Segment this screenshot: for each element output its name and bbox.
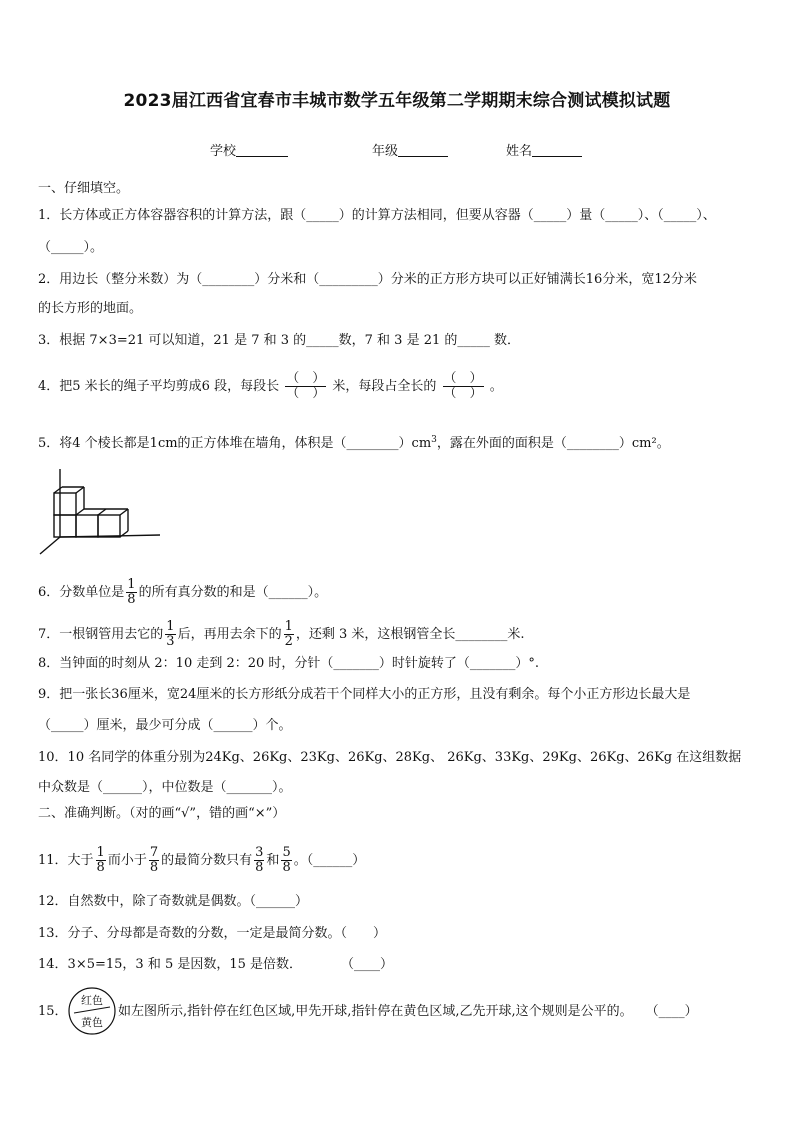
question-4-part-1: 4．把5 米长的绳子平均剪成6 段，每段长	[38, 379, 280, 394]
question-11-part-3: 的最简分数只有	[161, 853, 253, 868]
section-2-heading: 二、准确判断。（对的画“√”，错的画“×”）	[38, 806, 286, 821]
question-11-part-5: 。（______）	[293, 853, 366, 868]
fraction-seven-eighths	[149, 846, 159, 875]
question-10-line-1: 10．10 名同学的体重分别为24Kg、26Kg、23Kg、26Kg、28Kg、 26Kg、33Kg、29Kg、26Kg、26Kg 在这组数据	[38, 750, 742, 765]
question-7	[38, 620, 525, 649]
question-15-number: 15．	[38, 1004, 68, 1019]
question-7-part-3: ，还剩 3 米，这根钢管全长________米.	[295, 627, 525, 642]
question-3: 3．根据 7×3=21 可以知道，21 是 7 和 3 的_____数，7 和 3 是 21 的_____ 数．	[38, 333, 521, 348]
question-7-part-2: 后，再用去余下的	[177, 627, 282, 642]
question-2-line-1: 2．用边长（整分米数）为（________）分米和（_________）分米的正方形方块可以正好铺满长16分米，宽12分米	[38, 272, 697, 287]
question-5-part-1: 5．将4 个棱长都是1cm的正方体堆在墙角，体积是（________）cm	[38, 436, 432, 451]
grade-label: 年级	[372, 144, 399, 159]
question-4-part-3: 。	[489, 379, 503, 394]
question-11-part-4: 和	[266, 853, 280, 868]
section-1-heading: 一、仔细填空。	[38, 181, 130, 196]
question-6-part-1: 6．分数单位是	[38, 585, 125, 600]
grade-field	[372, 140, 448, 159]
fraction-denominator: 2	[284, 634, 293, 649]
question-7-part-1: 7．一根钢管用去它的	[38, 627, 164, 642]
fraction-five-eighths	[281, 846, 291, 875]
question-12: 12．自然数中，除了奇数就是偶数。（______）	[38, 894, 309, 909]
fraction-denominator: 8	[127, 592, 136, 607]
fraction-blank-2-num: （ ）	[443, 371, 483, 386]
question-2-line-2: 的长方形的地面。	[38, 301, 143, 316]
page-title: 2023届江西省宜春市丰城市数学五年级第二学期期末综合测试模拟试题	[123, 91, 671, 111]
fraction-blank-1	[285, 372, 326, 401]
fraction-denominator: 8	[96, 860, 105, 875]
question-1-line-1: 1．长方体或正方体容器容积的计算方法，跟（_____）的计算方法相同，但要从容器（_____）量（_____）、（_____）、	[38, 208, 716, 223]
grade-blank	[398, 143, 448, 157]
question-5	[38, 432, 670, 452]
fraction-blank-1-num: （ ）	[286, 371, 326, 386]
fraction-blank-2-den: （ ）	[443, 386, 483, 401]
cube-corner-figure	[38, 465, 168, 560]
school-blank	[236, 143, 288, 157]
fraction-numerator: 1	[96, 845, 105, 860]
question-9-line-1: 9．把一张长36厘米，宽24厘米的长方形纸分成若干个同样大小的正方形，且没有剩余。每个小正方形边长最大是	[38, 687, 691, 702]
fraction-numerator: 1	[166, 619, 175, 634]
question-1-line-2: （_____）。	[38, 240, 104, 255]
question-4	[38, 372, 503, 401]
fraction-numerator: 1	[127, 577, 136, 592]
spinner-yellow-label: 黄色	[81, 1016, 103, 1029]
question-10-line-2: 中众数是（______），中位数是（_______）。	[38, 780, 292, 795]
fraction-denominator: 8	[149, 860, 159, 875]
question-4-part-2: 米，每段占全长的	[332, 379, 437, 394]
fraction-denominator: 8	[255, 860, 264, 875]
question-11-part-1: 11．大于	[38, 853, 94, 868]
question-9-line-2: （_____）厘米，最少可分成（______）个。	[38, 718, 292, 733]
fraction-denominator: 8	[282, 860, 291, 875]
name-field	[506, 140, 582, 159]
name-blank	[532, 143, 582, 157]
fraction-numerator: 3	[255, 845, 264, 860]
question-6	[38, 578, 327, 607]
spinner-figure	[67, 986, 117, 1036]
fraction-one-half	[284, 620, 294, 649]
question-14: 14．3×5=15，3 和 5 是因数，15 是倍数． （____）	[38, 957, 394, 972]
spinner-red-label: 红色	[81, 994, 103, 1007]
question-11	[38, 846, 365, 875]
fraction-numerator: 7	[149, 845, 159, 860]
fraction-numerator: 1	[284, 619, 293, 634]
question-5-part-2: ，露在外面的面积是（________）cm²。	[436, 436, 670, 451]
fraction-one-third	[165, 620, 175, 649]
name-label: 姓名	[506, 144, 533, 159]
fraction-one-eighth	[96, 846, 106, 875]
question-6-part-2: 的所有真分数的和是（______）。	[138, 585, 328, 600]
school-field	[210, 140, 288, 159]
fraction-blank-2	[443, 372, 484, 401]
question-15-text: 如左图所示,指针停在红色区域,甲先开球,指针停在黄色区域,乙先开球,这个规则是公平的。 （____）	[118, 1004, 698, 1019]
question-8: 8．当钟面的时刻从 2：10 走到 2：20 时，分针（_______）时针旋转了（_______）°.	[38, 656, 540, 671]
question-13: 13．分子、分母都是奇数的分数，一定是最简分数。（ ）	[38, 926, 387, 941]
school-label: 学校	[210, 144, 237, 159]
fraction-one-eighth	[126, 578, 136, 607]
question-11-part-2: 而小于	[107, 853, 147, 868]
fraction-blank-1-den: （ ）	[286, 386, 326, 401]
fraction-denominator: 3	[166, 634, 175, 649]
fraction-three-eighths	[254, 846, 264, 875]
fraction-numerator: 5	[282, 845, 291, 860]
question-5-superscript: 3	[431, 435, 437, 445]
